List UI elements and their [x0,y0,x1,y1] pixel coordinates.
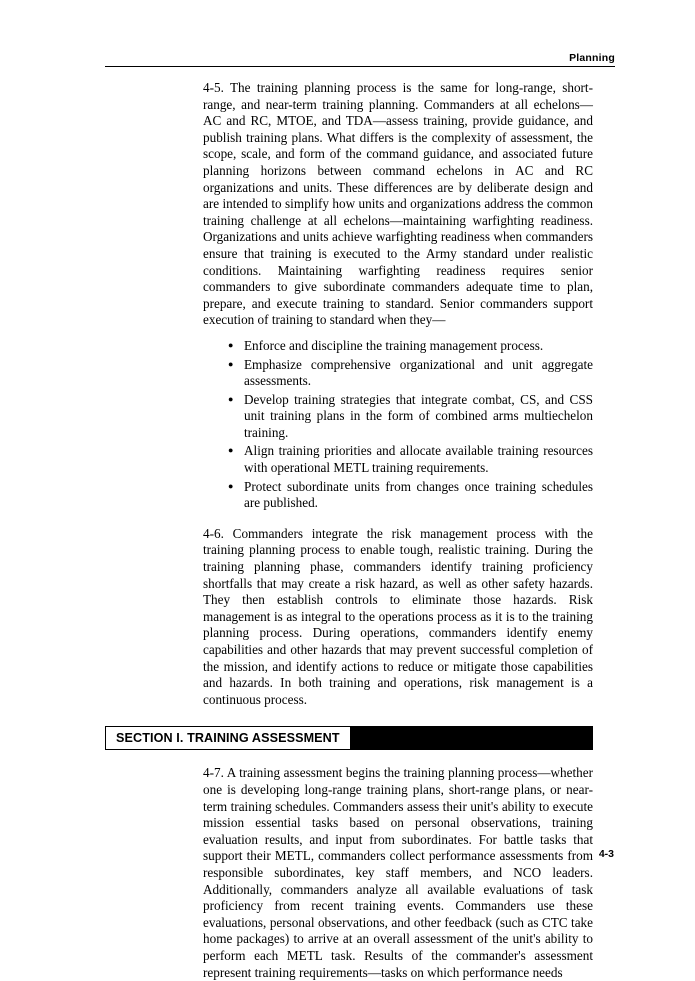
page-number: 4-3 [598,848,614,860]
paragraph-4-5: 4-5. The training planning process is the same for long-range, short-range, and near-term training planning. Commanders at all echelons—AC and RC, MTOE, and TDA—assess training, provide guidance, and publish training plans. What differs is the complexity of assessment, the scope, scale, and form of the command guidance, and associated future planning horizons between command echelons in AC and RC organizations and units. These differences are by deliberate design and are intended to simplify how units and organizations address the common training challenge at all echelons—maintaining warfighting readiness. Organizations and units achieve warfighting readiness when commanders ensure that training is executed to the Army standard under realistic conditions. Maintaining warfighting readiness requires senior commanders to give subordinate commanders adequate time to plan, prepare, and execute training to standard. Senior commanders support execution of training to standard when they— [203,80,593,328]
page-content [0,80,695,981]
bullet-list [0,338,695,512]
section-heading-bar [0,726,695,750]
list-item: ● Develop training strategies that integrate combat, CS, and CSS unit training plans in the form of combined arms multiechelon training. [228,392,593,442]
list-item: ● Emphasize comprehensive organizational and unit aggregate assessments. [228,357,593,390]
header-divider [105,66,615,67]
section-heading-label: SECTION I. TRAINING ASSESSMENT [105,726,351,750]
list-item: ● Align training priorities and allocate available training resources with operational METL training requirements. [228,443,593,476]
paragraph-4-6: 4-6. Commanders integrate the risk management process with the training planning process to enable tough, realistic training. During the training planning phase, commanders identify training proficiency shortfalls that may create a risk hazard, as well as other safety hazards. They then establish controls to eliminate those hazards. Risk management is as integral to the operations process as it is to the training planning process. During operations, commanders identify enemy capabilities and other hazards that may prevent successful completion of the mission, and identify actions to reduce or mitigate those capabilities and hazards. In both training and operations, risk management is a continuous process. [203,525,593,707]
paragraph-4-7: 4-7. A training assessment begins the training planning process—whether one is developing long-range training plans, short-range plans, or near-term training schedules. Commanders assess their unit's ability to execute mission essential tasks based on personal observations, training evaluation results, and input from subordinates. For battle tasks that support their METL, commanders collect performance assessments from responsible subordinates, key staff members, and NCO leaders. Additionally, commanders analyze all available evaluations of task proficiency from recent training events. Commanders use these evaluations, personal observations, and other feedback (such as CTC take home packages) to arrive at an overall assessment of the unit's ability to perform each METL task. Results of the commander's assessment represent training requirements—tasks on which performance needs [203,765,593,980]
list-item: ● Enforce and discipline the training management process. [228,338,593,355]
section-bar-fill [105,726,593,750]
header-title: Planning [563,52,615,64]
list-item: ● Protect subordinate units from changes once training schedules are published. [228,479,593,512]
